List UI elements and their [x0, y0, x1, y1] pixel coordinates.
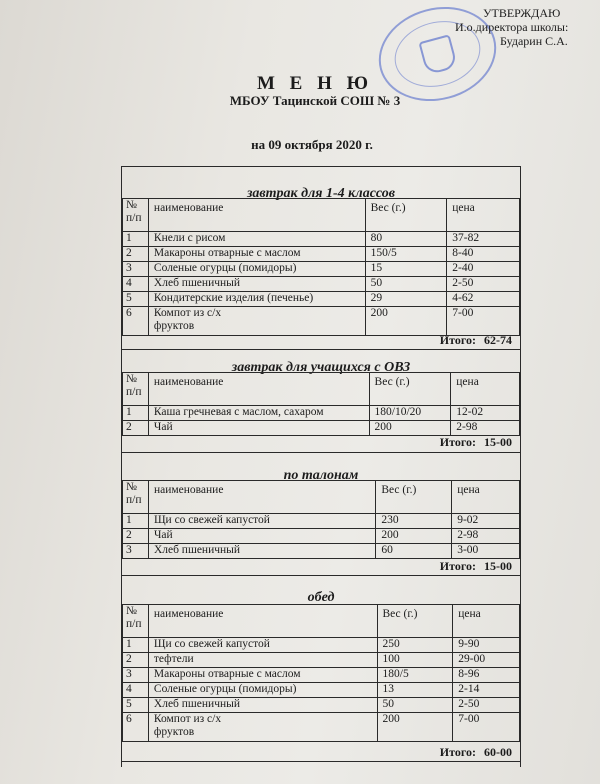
col-header-price: цена [453, 605, 520, 638]
table-row [123, 307, 520, 336]
row-name: Щи со свежей капустой [148, 514, 375, 529]
section-divider [122, 575, 520, 576]
menu-table-lunch [122, 604, 520, 742]
row-name: Компот из с/х фруктов [148, 307, 365, 336]
row-price: 7-00 [447, 307, 520, 336]
row-weight: 15 [365, 262, 447, 277]
table-row [123, 544, 520, 559]
row-price: 4-62 [447, 292, 520, 307]
section-title-breakfast-ovz: завтрак для учащихся с ОВЗ [231, 360, 411, 375]
total-value: 15-00 [484, 559, 512, 573]
col-header-price: цена [447, 199, 520, 232]
row-weight: 250 [377, 638, 453, 653]
table-row [123, 683, 520, 698]
row-weight: 180/5 [377, 668, 453, 683]
row-num: 6 [123, 307, 149, 336]
approval-signer: Бударин С.А. [500, 34, 568, 48]
menu-date: на 09 октября 2020 г. [251, 137, 373, 152]
row-weight: 200 [376, 529, 452, 544]
page-title: М Е Н Ю [256, 73, 374, 94]
menu-table-coupons [122, 480, 520, 559]
table-row [123, 406, 520, 421]
row-name: Макароны отварные с маслом [148, 668, 377, 683]
row-num: 6 [123, 713, 149, 742]
row-weight: 50 [377, 698, 453, 713]
row-price: 2-98 [451, 421, 520, 436]
section-title-coupons: по талонам [283, 468, 359, 483]
menu-table-breakfast-ovz [122, 372, 520, 436]
col-header-name: наименование [148, 373, 369, 406]
section-divider [122, 452, 520, 453]
col-header-weight: Вес (г.) [377, 605, 453, 638]
row-num: 5 [123, 292, 149, 307]
row-num: 1 [123, 406, 149, 421]
row-num: 3 [123, 668, 149, 683]
col-header-name: наименование [148, 605, 377, 638]
col-header-price: цена [451, 373, 520, 406]
row-num: 1 [123, 638, 149, 653]
row-num: 1 [123, 514, 149, 529]
row-price: 2-40 [447, 262, 520, 277]
approval-heading: УТВЕРЖДАЮ [483, 6, 561, 20]
col-header-name: наименование [148, 481, 375, 514]
row-weight: 50 [365, 277, 447, 292]
col-header-weight: Вес (г.) [376, 481, 452, 514]
table-row [123, 698, 520, 713]
row-num: 2 [123, 653, 149, 668]
section-divider [122, 761, 520, 762]
menu-table-breakfast-1-4 [122, 198, 520, 336]
row-weight: 29 [365, 292, 447, 307]
table-row [123, 262, 520, 277]
row-num: 3 [123, 262, 149, 277]
row-name: Макароны отварные с маслом [148, 247, 365, 262]
row-name: Кнели с рисом [148, 232, 365, 247]
table-row [123, 653, 520, 668]
table-header-row [123, 605, 520, 638]
row-num: 4 [123, 277, 149, 292]
row-name: Соленые огурцы (помидоры) [148, 683, 377, 698]
table-row [123, 529, 520, 544]
row-weight: 100 [377, 653, 453, 668]
row-name: Щи со свежей капустой [148, 638, 377, 653]
row-weight: 60 [376, 544, 452, 559]
table-header-row [123, 373, 520, 406]
row-weight: 200 [369, 421, 451, 436]
section-total [122, 559, 512, 574]
total-value: 62-74 [484, 333, 512, 347]
total-label: Итого: [439, 333, 476, 347]
row-weight: 80 [365, 232, 447, 247]
total-label: Итого: [439, 435, 476, 449]
row-name: Соленые огурцы (помидоры) [148, 262, 365, 277]
row-name: Компот из с/х фруктов [148, 713, 377, 742]
col-header-weight: Вес (г.) [369, 373, 451, 406]
row-num: 5 [123, 698, 149, 713]
row-price: 2-50 [447, 277, 520, 292]
row-name: тефтели [148, 653, 377, 668]
table-row [123, 668, 520, 683]
table-row [123, 247, 520, 262]
col-header-num: № п/п [123, 605, 149, 638]
section-title-breakfast-1-4: завтрак для 1-4 классов [246, 186, 396, 201]
row-name: Хлеб пшеничный [148, 277, 365, 292]
row-num: 2 [123, 529, 149, 544]
row-price: 2-50 [453, 698, 520, 713]
row-name: Кондитерские изделия (печенье) [148, 292, 365, 307]
row-weight: 13 [377, 683, 453, 698]
school-name: МБОУ Тацинской СОШ № 3 [229, 93, 401, 108]
coat-of-arms-icon [418, 34, 458, 75]
row-weight: 200 [377, 713, 453, 742]
row-price: 9-90 [453, 638, 520, 653]
row-num: 2 [123, 247, 149, 262]
table-row [123, 232, 520, 247]
approval-position: И.о.директора школы: [455, 20, 569, 34]
row-name: Каша гречневая с маслом, сахаром [148, 406, 369, 421]
total-value: 60-00 [484, 745, 512, 759]
row-weight: 230 [376, 514, 452, 529]
section-divider [122, 349, 520, 350]
row-price: 8-40 [447, 247, 520, 262]
row-price: 2-98 [452, 529, 520, 544]
table-row [123, 638, 520, 653]
table-row [123, 421, 520, 436]
row-price: 12-02 [451, 406, 520, 421]
table-row [123, 292, 520, 307]
col-header-num: № п/п [123, 373, 149, 406]
table-header-row [123, 199, 520, 232]
row-price: 2-14 [453, 683, 520, 698]
total-label: Итого: [439, 559, 476, 573]
menu-frame [121, 166, 521, 767]
row-num: 3 [123, 544, 149, 559]
row-price: 3-00 [452, 544, 520, 559]
col-header-num: № п/п [123, 199, 149, 232]
row-weight: 150/5 [365, 247, 447, 262]
row-name: Чай [148, 421, 369, 436]
col-header-price: цена [452, 481, 520, 514]
col-header-num: № п/п [123, 481, 149, 514]
row-weight: 180/10/20 [369, 406, 451, 421]
section-total [122, 333, 512, 348]
col-header-weight: Вес (г.) [365, 199, 447, 232]
total-label: Итого: [439, 745, 476, 759]
table-header-row [123, 481, 520, 514]
approval-block [455, 6, 568, 48]
row-name: Хлеб пшеничный [148, 698, 377, 713]
row-weight: 200 [365, 307, 447, 336]
section-title-lunch: обед [307, 590, 335, 605]
row-price: 7-00 [453, 713, 520, 742]
row-name: Чай [148, 529, 375, 544]
row-price: 9-02 [452, 514, 520, 529]
row-num: 4 [123, 683, 149, 698]
row-price: 29-00 [453, 653, 520, 668]
row-num: 1 [123, 232, 149, 247]
row-price: 37-82 [447, 232, 520, 247]
total-value: 15-00 [484, 435, 512, 449]
table-row [123, 277, 520, 292]
row-num: 2 [123, 421, 149, 436]
col-header-name: наименование [148, 199, 365, 232]
section-total [122, 745, 512, 760]
row-name: Хлеб пшеничный [148, 544, 375, 559]
row-price: 8-96 [453, 668, 520, 683]
section-total [122, 435, 512, 450]
table-row [123, 514, 520, 529]
table-row [123, 713, 520, 742]
